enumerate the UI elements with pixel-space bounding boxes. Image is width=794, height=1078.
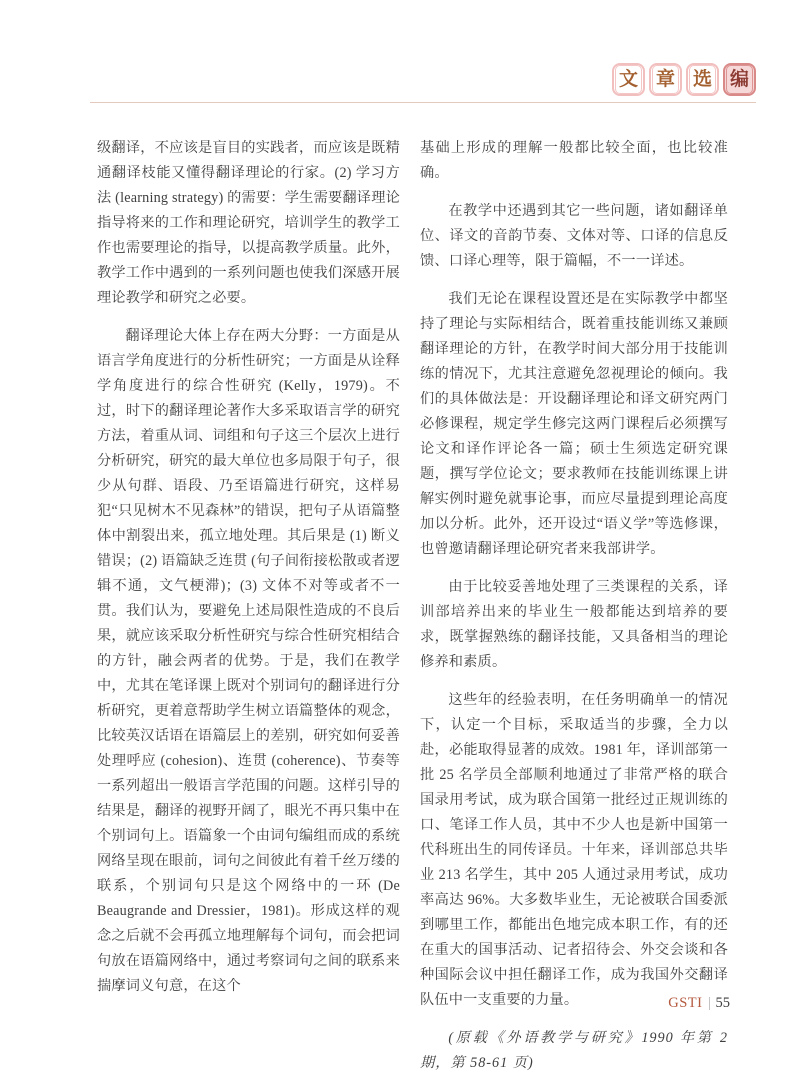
paragraph: 级翻译，不应该是盲目的实践者，而应该是既精通翻译枝能又懂得翻译理论的行家。(2) 学习方法 (learning strategy) 的需要：学生需要翻译理论指导将来的工作和理论研究，培训学生的教学工作也需要理论的指导，以提高教学质量。此外，教学工作中遇到的一系列问题也使我们深感开展理论教学和研究之必要。	[97, 140, 400, 306]
section-badge-char: 章	[652, 65, 679, 94]
paragraph: 我们无论在课程设置还是在实际教学中都坚持了理论与实际相结合，既着重技能训练又兼顾翻译理论的方针，在教学时间大部分用于技能训练的情况下，尤其注意避免忽视理论的倾向。我们的具体做法是：开设翻译理论和译文研究两门必修课程，规定学生修完这两门课程后必须撰写论文和译作评论各一篇；硕士生须选定研究课题，撰写学位论文；要求教师在技能训练课上讲解实例时避免就事论事，而应尽量提到理论高度加以分析。此外，还开设过“语义学”等选修课，也曾邀请翻译理论研究者来我部讲学。	[420, 291, 728, 557]
section-badge	[686, 63, 719, 96]
right-column	[420, 136, 728, 1078]
page-number: 55	[715, 995, 730, 1011]
section-title-badges	[612, 63, 756, 96]
section-badge-highlighted	[723, 63, 756, 96]
left-column	[97, 136, 400, 1078]
paragraph: 翻译理论大体上存在两大分野：一方面是从语言学角度进行的分析性研究；一方面是从诠释学角度进行的综合性研究 (Kelly，1979)。不过，时下的翻译理论著作大多采取语言学的研究方法，着重从词、词组和句子这三个层次上进行分析研究，研究的最大单位也多局限于句子，很少从句群、语段、乃至语篇进行研究，这样易犯“只见树木不见森林”的错误，把句子从语篇整体中割裂出来，孤立地处理。其后果是 (1) 断义错误；(2) 语篇缺乏连贯 (句子间衔接松散或者逻辑不通，文气梗滞)；(3) 文体不对等或者不一贯。我们认为，要避免上述局限性造成的不良后果，就应该采取分析性研究与综合性研究相结合的方针，融会两者的优势。于是，我们在教学中，尤其在笔译课上既对个别词句的翻译进行分析研究，更着意帮助学生树立语篇整体的观念，比较英汉话语在语篇层上的差别，研究如何妥善处理呼应 (cohesion)、连贯 (coherence)、节奏等一系列超出一般语言学范围的问题。这样引导的结果是，翻译的视野开阔了，眼光不再只集中在个别词句上。语篇象一个由词句编组而成的系统网络呈现在眼前，词句之间彼此有着千丝万缕的联系，个别词句只是这个网络中的一环 (De Beaugrande and Dressier，1981)。形成这样的观念之后就不会再孤立地理解每个词句，而会把词句放在语篇网络中，通过考察词句之间的联系来揣摩词义句意，在这个	[97, 328, 400, 994]
section-badge-char: 编	[726, 65, 753, 94]
section-badge-char: 文	[615, 65, 642, 94]
source-citation: (原载《外语教学与研究》1990 年第 2 期，第 58-61 页)	[420, 1030, 728, 1071]
paragraph: 由于比较妥善地处理了三类课程的关系，译训部培养出来的毕业生一般都能达到培养的要求，既掌握熟练的翻译技能，又具备相当的理论修养和素质。	[420, 579, 728, 670]
paragraph: 在教学中还遇到其它一些问题，诸如翻译单位、译文的音韵节奏、文体对等、口译的信息反馈、口译心理等，限于篇幅，不一一详述。	[420, 203, 728, 269]
section-badge	[612, 63, 645, 96]
paragraph: 基础上形成的理解一般都比较全面，也比较准确。	[420, 140, 728, 181]
header-divider-line	[90, 102, 756, 103]
footer-brand-label: GSTI	[668, 995, 703, 1011]
section-badge	[649, 63, 682, 96]
article-body	[97, 136, 728, 1078]
footer-divider	[709, 997, 710, 1010]
page-footer	[668, 996, 730, 1011]
paragraph: 这些年的经验表明，在任务明确单一的情况下，认定一个目标，采取适当的步骤，全力以赴，必能取得显著的成效。1981 年，译训部第一批 25 名学员全部顺利地通过了非常严格的联合国录用考试，成为联合国第一批经过正规训练的口、笔译工作人员，其中不少人也是新中国第一代科班出生的同传译员。十年来，译训部总共毕业 213 名学生，其中 205 人通过录用考试，成功率高达 96%。大多数毕业生，无论被联合国委派到哪里工作，都能出色地完成本职工作，有的还在重大的国事活动、记者招待会、外交会谈和各种国际会议中担任翻译工作，成为我国外交翻译队伍中一支重要的力量。	[420, 692, 728, 1008]
section-badge-char: 选	[689, 65, 716, 94]
